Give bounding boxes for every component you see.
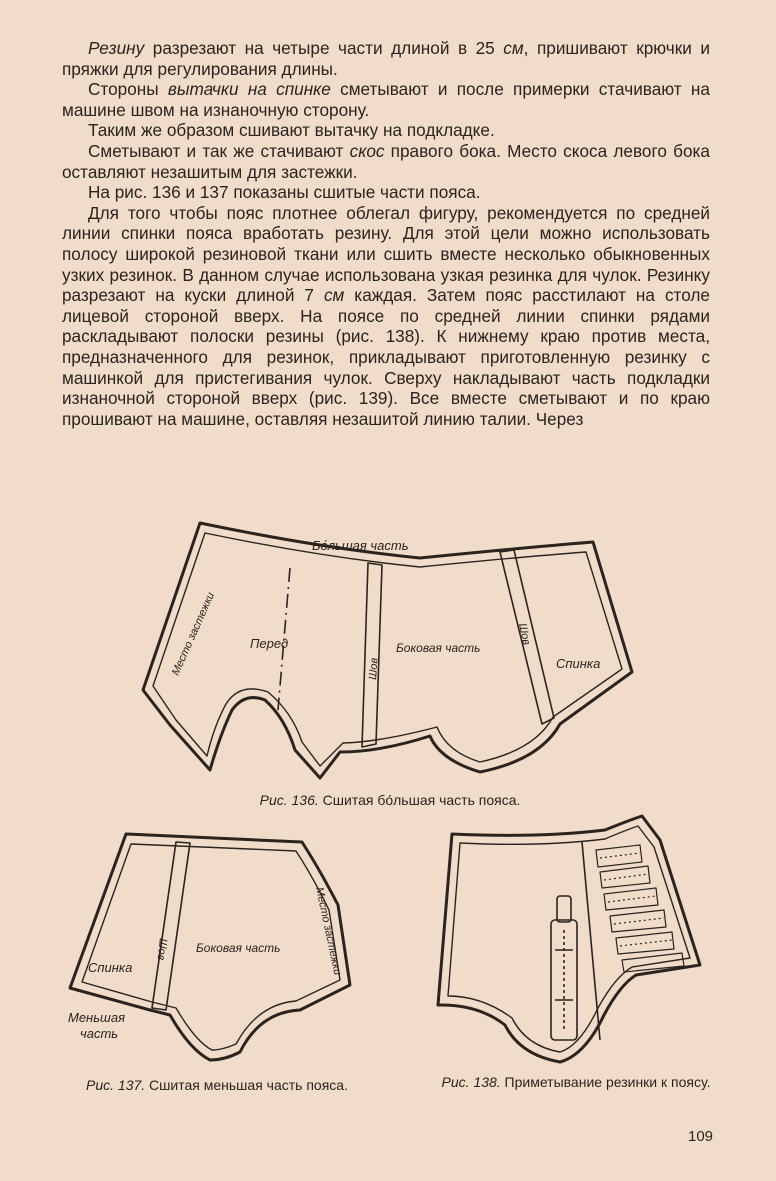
paragraph-run: правого бока. Место скоса левого бока оставляют незашитым для застежки. xyxy=(62,140,710,182)
fig137-label-smaller-1: Меньшая xyxy=(68,1010,126,1025)
fig136-label-back: Спинка xyxy=(556,656,601,671)
fig136-label-front: Перед xyxy=(250,636,289,651)
paragraph-run: Стороны xyxy=(88,79,168,100)
fig136-label-seam2: Шов xyxy=(516,622,533,647)
paragraph-run: Сметывают и так же стачивают xyxy=(88,140,350,161)
paragraph-emphasis: скос xyxy=(349,140,385,161)
fig138-drawing xyxy=(438,816,700,1062)
paragraph-run: сметывают и после примерки стачивают на машине швом на изнаночную сторону. xyxy=(62,79,710,120)
fig136-seam-1 xyxy=(362,563,382,747)
fig137-label-smaller-2: часть xyxy=(80,1026,119,1041)
paragraph-run: , пришивают крючки и пряжки для регулирования длины. xyxy=(62,38,710,79)
fig136-label-top: Бо́льшая часть xyxy=(312,538,409,553)
paragraph-run: Таким же образом сшивают вытачку на подкладке. xyxy=(88,120,495,141)
paragraph-emphasis: см xyxy=(323,285,345,306)
paragraph-run: На рис. 136 и 137 показаны сшитые части пояса. xyxy=(88,182,481,203)
fig136-label-side: Боковая часть xyxy=(396,641,481,655)
fig138-outline xyxy=(438,816,700,1062)
fig136-caption-num: Рис. 136. xyxy=(259,792,319,808)
fig137-label-back: Спинка xyxy=(88,960,133,975)
fig136-drawing xyxy=(143,523,632,778)
fig137-label-side: Боковая часть xyxy=(196,941,281,955)
fig137-caption xyxy=(62,1077,372,1094)
fig138-caption-text: Приметывание резинки к поясу. xyxy=(500,1074,711,1090)
fig138-garter-clip xyxy=(551,896,577,1040)
fig138-caption-num: Рис. 138. xyxy=(441,1074,501,1090)
paragraph-emphasis: Резину xyxy=(88,38,145,58)
fig138-center-line xyxy=(582,842,600,1040)
paragraph-run: разрезают на четыре части длиной в 25 xyxy=(144,38,504,58)
fig138-elastic-strips xyxy=(596,845,684,972)
fig137-label-seam: Шов xyxy=(154,937,169,961)
fig137-seam xyxy=(152,842,190,1010)
fig138-caption xyxy=(426,1074,726,1091)
paragraph-run: каждая. Затем пояс расстилают на столе лицевой стороной вверх. На поясе по средней линии спинки рядами раскладывают полоски резины (рис. 138). К нижнему краю против места, предназначенного для резинок, прикладывают приготовленную резинку с машинкой для пристегивания чулок. Сверху накладывают часть подкладки изнаночной стороной вверх (рис. 139). Все вместе сметывают и по краю прошивают на машине, оставляя незашитой линию талии. Через xyxy=(62,285,710,429)
paragraph-emphasis: см xyxy=(503,38,524,58)
paragraph-run: Для того чтобы пояс плотнее облегал фигуру, рекомендуется по средней линии спинки пояса вработать резину. Для этой цели можно использовать полосу широкой резиновой ткани или сшить вместе несколько обыкновенных узких резинок. В данном случае использована узкая резинка для чулок. Резинку разрезают на куски длиной 7 xyxy=(62,202,710,306)
fig136-label-seam1: Шов xyxy=(367,657,381,681)
fig136-caption xyxy=(200,792,580,809)
page-number: 109 xyxy=(688,1128,714,1145)
paragraph-emphasis: вытачки на спинке xyxy=(167,79,331,100)
fig138-inner-outline xyxy=(448,826,690,1052)
fig137-caption-num: Рис. 137. xyxy=(86,1077,146,1093)
fig137-label-fastener: Место застежки xyxy=(313,886,344,977)
fig136-caption-text: Сшитая бо́льшая часть пояса. xyxy=(318,792,521,808)
fig137-caption-text: Сшитая меньшая часть пояса. xyxy=(145,1077,348,1093)
fig136-label-fastener: Место застежки xyxy=(169,590,218,678)
fig136-outline xyxy=(143,523,632,778)
